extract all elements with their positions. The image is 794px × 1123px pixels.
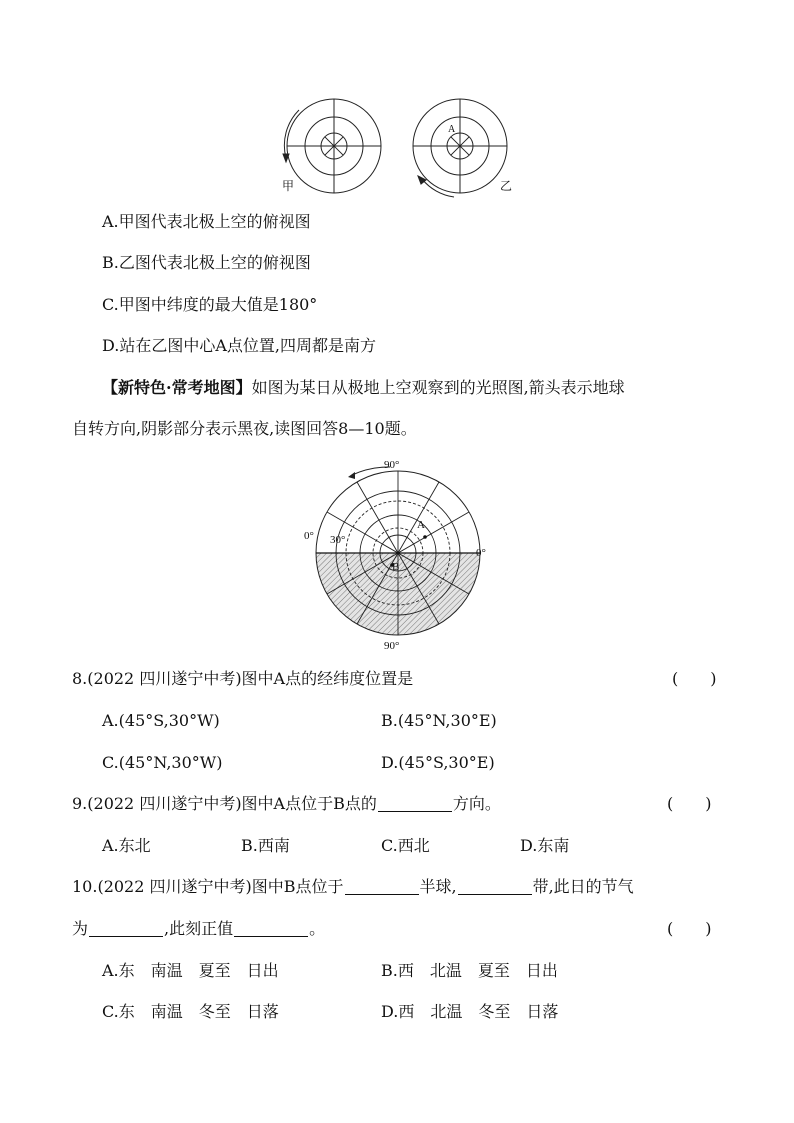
q9-stem-post: 方向。 — [452, 794, 501, 813]
q8-option-d: D.(45°S,30°E) — [381, 753, 495, 772]
label-jia: 甲 — [282, 179, 295, 193]
q7-option-d: D.站在乙图中心A点位置,四周都是南方 — [102, 336, 376, 355]
q9-option-b: B.西南 — [241, 836, 290, 855]
q9-blank — [378, 795, 452, 812]
q8-option-b: B.(45°N,30°E) — [381, 711, 497, 730]
q10-option-b: B.西 北温 夏至 日出 — [381, 961, 558, 980]
intro-line-2: 自转方向,阴影部分表示黑夜,读图回答8—10题。 — [72, 419, 417, 438]
q10-stem-mid1: 半球, — [419, 877, 457, 896]
q10-line2-post: 。 — [309, 919, 326, 938]
label-a-fig1: A — [448, 124, 456, 135]
q7-option-c: C.甲图中纬度的最大值是180° — [102, 295, 318, 314]
q7-option-b: B.乙图代表北极上空的俯视图 — [102, 253, 311, 272]
point-a-dot — [423, 535, 427, 539]
label-right-0: 0° — [476, 547, 486, 559]
q10-blank-1 — [345, 878, 419, 895]
q10-blank-2 — [458, 878, 532, 895]
q9-stem — [72, 793, 501, 815]
label-top-90: 90° — [384, 459, 400, 471]
q8-option-a: A.(45°S,30°W) — [102, 711, 220, 730]
intro-text-1: 如图为某日从极地上空观察到的光照图,箭头表示地球 — [251, 378, 625, 397]
q8-option-c: C.(45°N,30°W) — [102, 753, 223, 772]
q10-blank-3 — [89, 920, 163, 937]
q9-option-a: A.东北 — [102, 836, 151, 855]
label-point-b: B — [392, 561, 400, 573]
q9-option-d: D.东南 — [520, 836, 570, 855]
intro-tag: 【新特色·常考地图】 — [102, 378, 252, 397]
label-bottom-90: 90° — [384, 640, 400, 652]
label-point-a: A — [417, 519, 425, 531]
q10-option-c: C.东 南温 冬至 日落 — [102, 1002, 279, 1021]
q10-stem-pre: 10.(2022 四川遂宁中考)图中B点位于 — [72, 877, 344, 896]
q9-option-c: C.西北 — [381, 836, 430, 855]
q8-stem: 8.(2022 四川遂宁中考)图中A点的经纬度位置是 — [72, 669, 414, 688]
polar-view-figure — [278, 96, 518, 200]
q10-line2-mid: ,此刻正值 — [164, 919, 234, 938]
label-left-0: 0° — [304, 530, 314, 542]
label-yi: 乙 — [500, 179, 513, 193]
q8-answer-paren: ( ) — [672, 669, 717, 688]
label-lat-30: 30° — [330, 534, 346, 546]
q7-option-a: A.甲图代表北极上空的俯视图 — [102, 212, 311, 231]
q10-option-d: D.西 北温 冬至 日落 — [381, 1002, 559, 1021]
q10-option-a: A.东 南温 夏至 日出 — [102, 961, 279, 980]
diagram-jia — [283, 99, 381, 193]
q10-answer-paren: ( ) — [667, 919, 712, 938]
q10-stem-line-1 — [72, 876, 634, 898]
q10-stem-line-2 — [72, 918, 325, 940]
q10-blank-4 — [234, 920, 308, 937]
illumination-figure — [300, 455, 496, 655]
diagram-yi — [413, 99, 507, 197]
q10-line2-pre: 为 — [72, 919, 89, 938]
intro-line-1 — [102, 377, 625, 399]
q9-stem-pre: 9.(2022 四川遂宁中考)图中A点位于B点的 — [72, 794, 377, 813]
q10-stem-mid2: 带,此日的节气 — [532, 877, 634, 896]
q9-answer-paren: ( ) — [667, 794, 712, 813]
